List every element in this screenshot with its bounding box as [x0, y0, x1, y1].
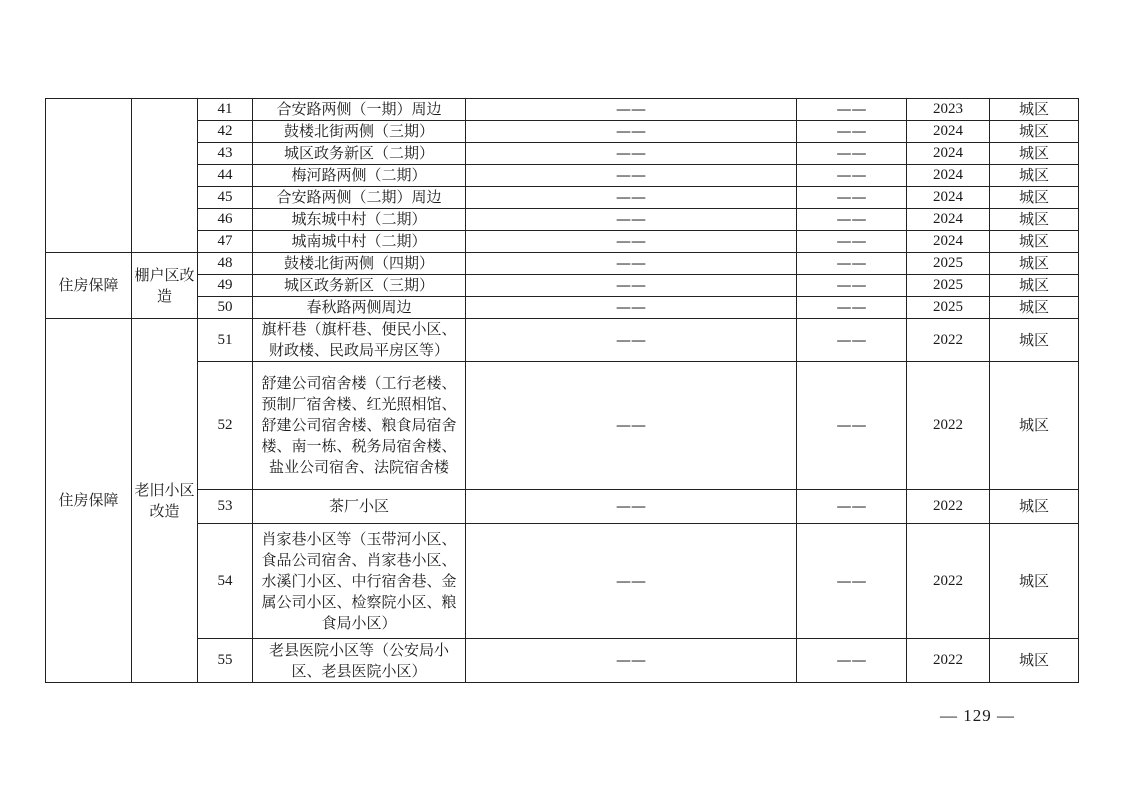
- row-number: 51: [198, 319, 253, 362]
- project-name: 鼓楼北街两侧（三期）: [253, 121, 466, 143]
- dash-cell: ——: [797, 297, 907, 319]
- table-row: [46, 165, 1079, 187]
- dash-cell: ——: [797, 524, 907, 639]
- dash-cell: ——: [797, 165, 907, 187]
- table-row: [46, 275, 1079, 297]
- project-name: 城区政务新区（二期）: [253, 143, 466, 165]
- row-number: 48: [198, 253, 253, 275]
- dash-cell: ——: [466, 490, 797, 524]
- row-number: 52: [198, 362, 253, 490]
- year-cell: 2022: [907, 639, 990, 683]
- area-cell: 城区: [990, 275, 1079, 297]
- year-cell: 2024: [907, 209, 990, 231]
- project-name: 老县医院小区等（公安局小区、老县医院小区）: [253, 639, 466, 683]
- area-cell: 城区: [990, 253, 1079, 275]
- table-row: [46, 231, 1079, 253]
- page-number: — 129 —: [940, 706, 1015, 725]
- category-cell: 住房保障: [46, 253, 132, 319]
- dash-cell: ——: [466, 187, 797, 209]
- area-cell: 城区: [990, 231, 1079, 253]
- row-number: 54: [198, 524, 253, 639]
- dash-cell: ——: [466, 231, 797, 253]
- dash-cell: ——: [797, 187, 907, 209]
- dash-cell: ——: [797, 231, 907, 253]
- year-cell: 2024: [907, 165, 990, 187]
- area-cell: 城区: [990, 524, 1079, 639]
- project-name: 城区政务新区（三期）: [253, 275, 466, 297]
- project-name: 合安路两侧（二期）周边: [253, 187, 466, 209]
- area-cell: 城区: [990, 143, 1079, 165]
- row-number: 43: [198, 143, 253, 165]
- dash-cell: ——: [466, 143, 797, 165]
- area-cell: 城区: [990, 362, 1079, 490]
- dash-cell: ——: [797, 639, 907, 683]
- area-cell: 城区: [990, 99, 1079, 121]
- table-row: [46, 490, 1079, 524]
- row-number: 42: [198, 121, 253, 143]
- area-cell: 城区: [990, 639, 1079, 683]
- table-row: [46, 209, 1079, 231]
- dash-cell: ——: [797, 362, 907, 490]
- year-cell: 2022: [907, 524, 990, 639]
- area-cell: 城区: [990, 209, 1079, 231]
- table-row: [46, 121, 1079, 143]
- dash-cell: ——: [466, 524, 797, 639]
- table-row: [46, 187, 1079, 209]
- year-cell: 2024: [907, 121, 990, 143]
- table-row: [46, 524, 1079, 639]
- table-row: [46, 639, 1079, 683]
- dash-cell: ——: [797, 209, 907, 231]
- row-number: 53: [198, 490, 253, 524]
- table-row: [46, 143, 1079, 165]
- project-name: 鼓楼北街两侧（四期）: [253, 253, 466, 275]
- year-cell: 2022: [907, 319, 990, 362]
- table-row: [46, 319, 1079, 362]
- project-name: 春秋路两侧周边: [253, 297, 466, 319]
- dash-cell: ——: [466, 165, 797, 187]
- dash-cell: ——: [466, 209, 797, 231]
- row-number: 45: [198, 187, 253, 209]
- dash-cell: ——: [466, 99, 797, 121]
- row-number: 55: [198, 639, 253, 683]
- dash-cell: ——: [466, 297, 797, 319]
- dash-cell: ——: [466, 362, 797, 490]
- project-name: 茶厂小区: [253, 490, 466, 524]
- dash-cell: ——: [466, 253, 797, 275]
- row-number: 47: [198, 231, 253, 253]
- dash-cell: ——: [466, 121, 797, 143]
- project-name: 梅河路两侧（二期）: [253, 165, 466, 187]
- area-cell: 城区: [990, 490, 1079, 524]
- row-number: 41: [198, 99, 253, 121]
- dash-cell: ——: [466, 275, 797, 297]
- table-row: [46, 297, 1079, 319]
- table-row: [46, 99, 1079, 121]
- category-cell: 住房保障: [46, 319, 132, 683]
- area-cell: 城区: [990, 165, 1079, 187]
- area-cell: 城区: [990, 319, 1079, 362]
- dash-cell: ——: [466, 639, 797, 683]
- dash-cell: ——: [797, 99, 907, 121]
- year-cell: 2025: [907, 253, 990, 275]
- year-cell: 2024: [907, 187, 990, 209]
- year-cell: 2025: [907, 297, 990, 319]
- project-name: 舒建公司宿舍楼（工行老楼、预制厂宿舍楼、红光照相馆、舒建公司宿舍楼、粮食局宿舍楼、南一栋、税务局宿舍楼、盐业公司宿舍、法院宿舍楼: [253, 362, 466, 490]
- year-cell: 2024: [907, 143, 990, 165]
- subcategory-cell-blank: [132, 99, 198, 253]
- dash-cell: ——: [797, 253, 907, 275]
- table-row: [46, 362, 1079, 490]
- year-cell: 2022: [907, 490, 990, 524]
- subcategory-cell: 老旧小区改造: [132, 319, 198, 683]
- project-name: 合安路两侧（一期）周边: [253, 99, 466, 121]
- project-table: [45, 98, 1079, 683]
- project-name: 肖家巷小区等（玉带河小区、食品公司宿舍、肖家巷小区、水溪门小区、中行宿舍巷、金属公司小区、检察院小区、粮食局小区）: [253, 524, 466, 639]
- year-cell: 2024: [907, 231, 990, 253]
- project-name: 旗杆巷（旗杆巷、便民小区、财政楼、民政局平房区等）: [253, 319, 466, 362]
- row-number: 46: [198, 209, 253, 231]
- area-cell: 城区: [990, 187, 1079, 209]
- year-cell: 2022: [907, 362, 990, 490]
- dash-cell: ——: [797, 143, 907, 165]
- area-cell: 城区: [990, 121, 1079, 143]
- year-cell: 2023: [907, 99, 990, 121]
- row-number: 44: [198, 165, 253, 187]
- dash-cell: ——: [797, 490, 907, 524]
- row-number: 49: [198, 275, 253, 297]
- category-cell-blank: [46, 99, 132, 253]
- project-name: 城南城中村（二期）: [253, 231, 466, 253]
- dash-cell: ——: [797, 121, 907, 143]
- dash-cell: ——: [797, 319, 907, 362]
- area-cell: 城区: [990, 297, 1079, 319]
- row-number: 50: [198, 297, 253, 319]
- subcategory-cell: 棚户区改造: [132, 253, 198, 319]
- dash-cell: ——: [797, 275, 907, 297]
- table-row: [46, 253, 1079, 275]
- project-name: 城东城中村（二期）: [253, 209, 466, 231]
- year-cell: 2025: [907, 275, 990, 297]
- dash-cell: ——: [466, 319, 797, 362]
